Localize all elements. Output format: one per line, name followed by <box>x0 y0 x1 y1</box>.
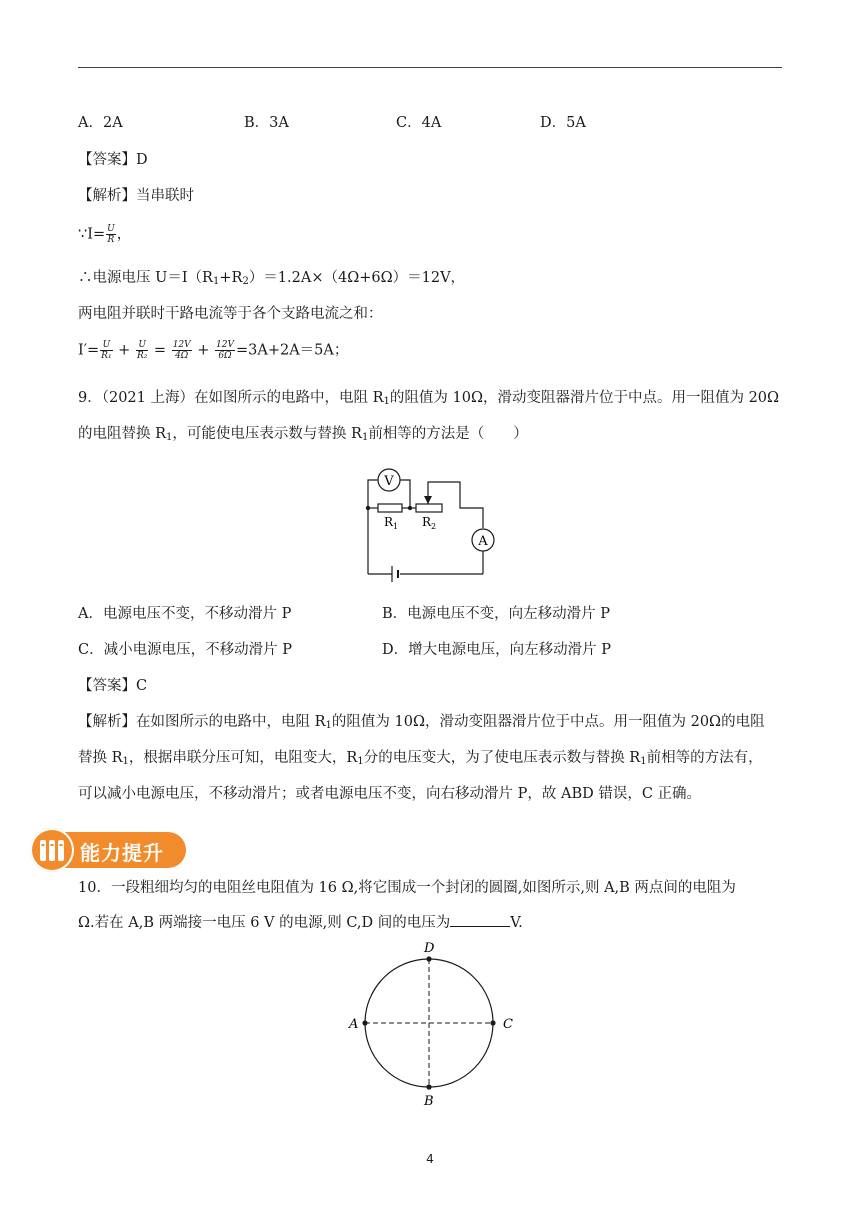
q9-option-a: A．电源电压不变，不移动滑片 P <box>78 606 292 622</box>
point-a <box>362 1020 367 1025</box>
section-title: 能力提升 <box>80 841 164 865</box>
point-c <box>490 1020 495 1025</box>
q9-option-d: D．增大电源电压，向左移动滑片 P <box>382 642 611 658</box>
q8-option-c: C．4A <box>396 115 442 131</box>
label-b: B <box>424 1094 434 1109</box>
q10-stem-line1: 10．一段粗细均匀的电阻丝电阻值为 16 Ω,将它围成一个封闭的圆圈,如图所示,则 A,B 两点间的电阻为 <box>78 880 736 896</box>
q9-answer: 【答案】C <box>78 678 148 694</box>
q9-option-c: C．减小电源电压，不移动滑片 P <box>78 642 292 658</box>
section-banner <box>30 828 186 872</box>
q9-stem-line1: 9．（2021 上海）在如图所示的电路中，电阻 $R_1$的阻值为 10Ω，滑动变阻器滑片位于中点。用一阻值为 20Ω <box>78 390 780 407</box>
q9-stem-line2: 的电阻替换 $R_1$，可能使电压表示数与替换 $R_1$前相等的方法是（ ） <box>78 426 528 443</box>
q10-circle-diagram <box>340 936 520 1112</box>
q8-formula-current: I′= $\frac{U}{\text{R₁}}$ + $\frac{U}{\text{R₂}}$ = $\frac{12V}{4\Omega}$ + $\frac{12V}{6\Omega}$ =3A+2A＝5A； <box>78 340 349 361</box>
q9-analysis-line2: 替换 $R_1$，根据串联分压可知，电阻变大，$R_1$分的电压变大，为了使电压表示数与替换 $R_1$前相等的方法有， <box>78 750 763 767</box>
label-d: D <box>424 941 435 956</box>
q8-option-d: D．5A <box>540 115 586 131</box>
q9-analysis-line1: 【解析】在如图所示的电路中，电阻 $R_1$的阻值为 10Ω，滑动变阻器滑片位于中点。用一阻值为 20Ω的电阻 <box>78 714 765 731</box>
r1-label: $R_1$ <box>384 515 399 531</box>
point-d <box>426 956 431 961</box>
voltmeter-label: V <box>384 474 394 489</box>
point-b <box>426 1084 431 1089</box>
resistor-r1 <box>378 504 402 512</box>
q10-stem-line2: Ω.若在 A,B 两端接一电压 6 V 的电源,则 C,D 间的电压为 V. <box>78 912 523 933</box>
q8-answer: 【答案】D <box>78 152 148 168</box>
r2-label: $R_2$ <box>422 515 437 531</box>
ammeter-label: A <box>478 534 488 549</box>
q9-option-b: B．电源电压不变，向左移动滑片 P <box>382 606 611 622</box>
q9-analysis-line3: 可以减小电源电压，不移动滑片；或者电源电压不变，向右移动滑片 P，故 ABD 错误，C 正确。 <box>78 786 702 802</box>
label-c: C <box>503 1017 513 1032</box>
rheostat-r2 <box>416 504 442 512</box>
q8-formula-ohm: ∵I= $\frac{U}{R}$ ， <box>78 224 132 245</box>
books-icon <box>30 828 74 872</box>
q8-parallel-text: 两电阻并联时干路电流等于各个支路电流之和： <box>78 306 383 322</box>
label-a: A <box>349 1017 359 1032</box>
answer-blank <box>450 912 510 927</box>
q8-formula-voltage: ∴电源电压 $U=I(R_1+R_2)=1.2A\times(4\Omega+6\Omega)=12V$， <box>78 270 466 287</box>
q8-analysis-intro: 【解析】当串联时 <box>78 188 194 204</box>
q9-circuit-diagram <box>358 460 508 584</box>
q8-option-b: B．3A <box>244 115 289 131</box>
header-rule <box>78 67 782 68</box>
page-number: 4 <box>426 1152 434 1166</box>
q8-option-a: A．2A <box>78 115 123 131</box>
slider-arrow-icon <box>424 496 432 504</box>
